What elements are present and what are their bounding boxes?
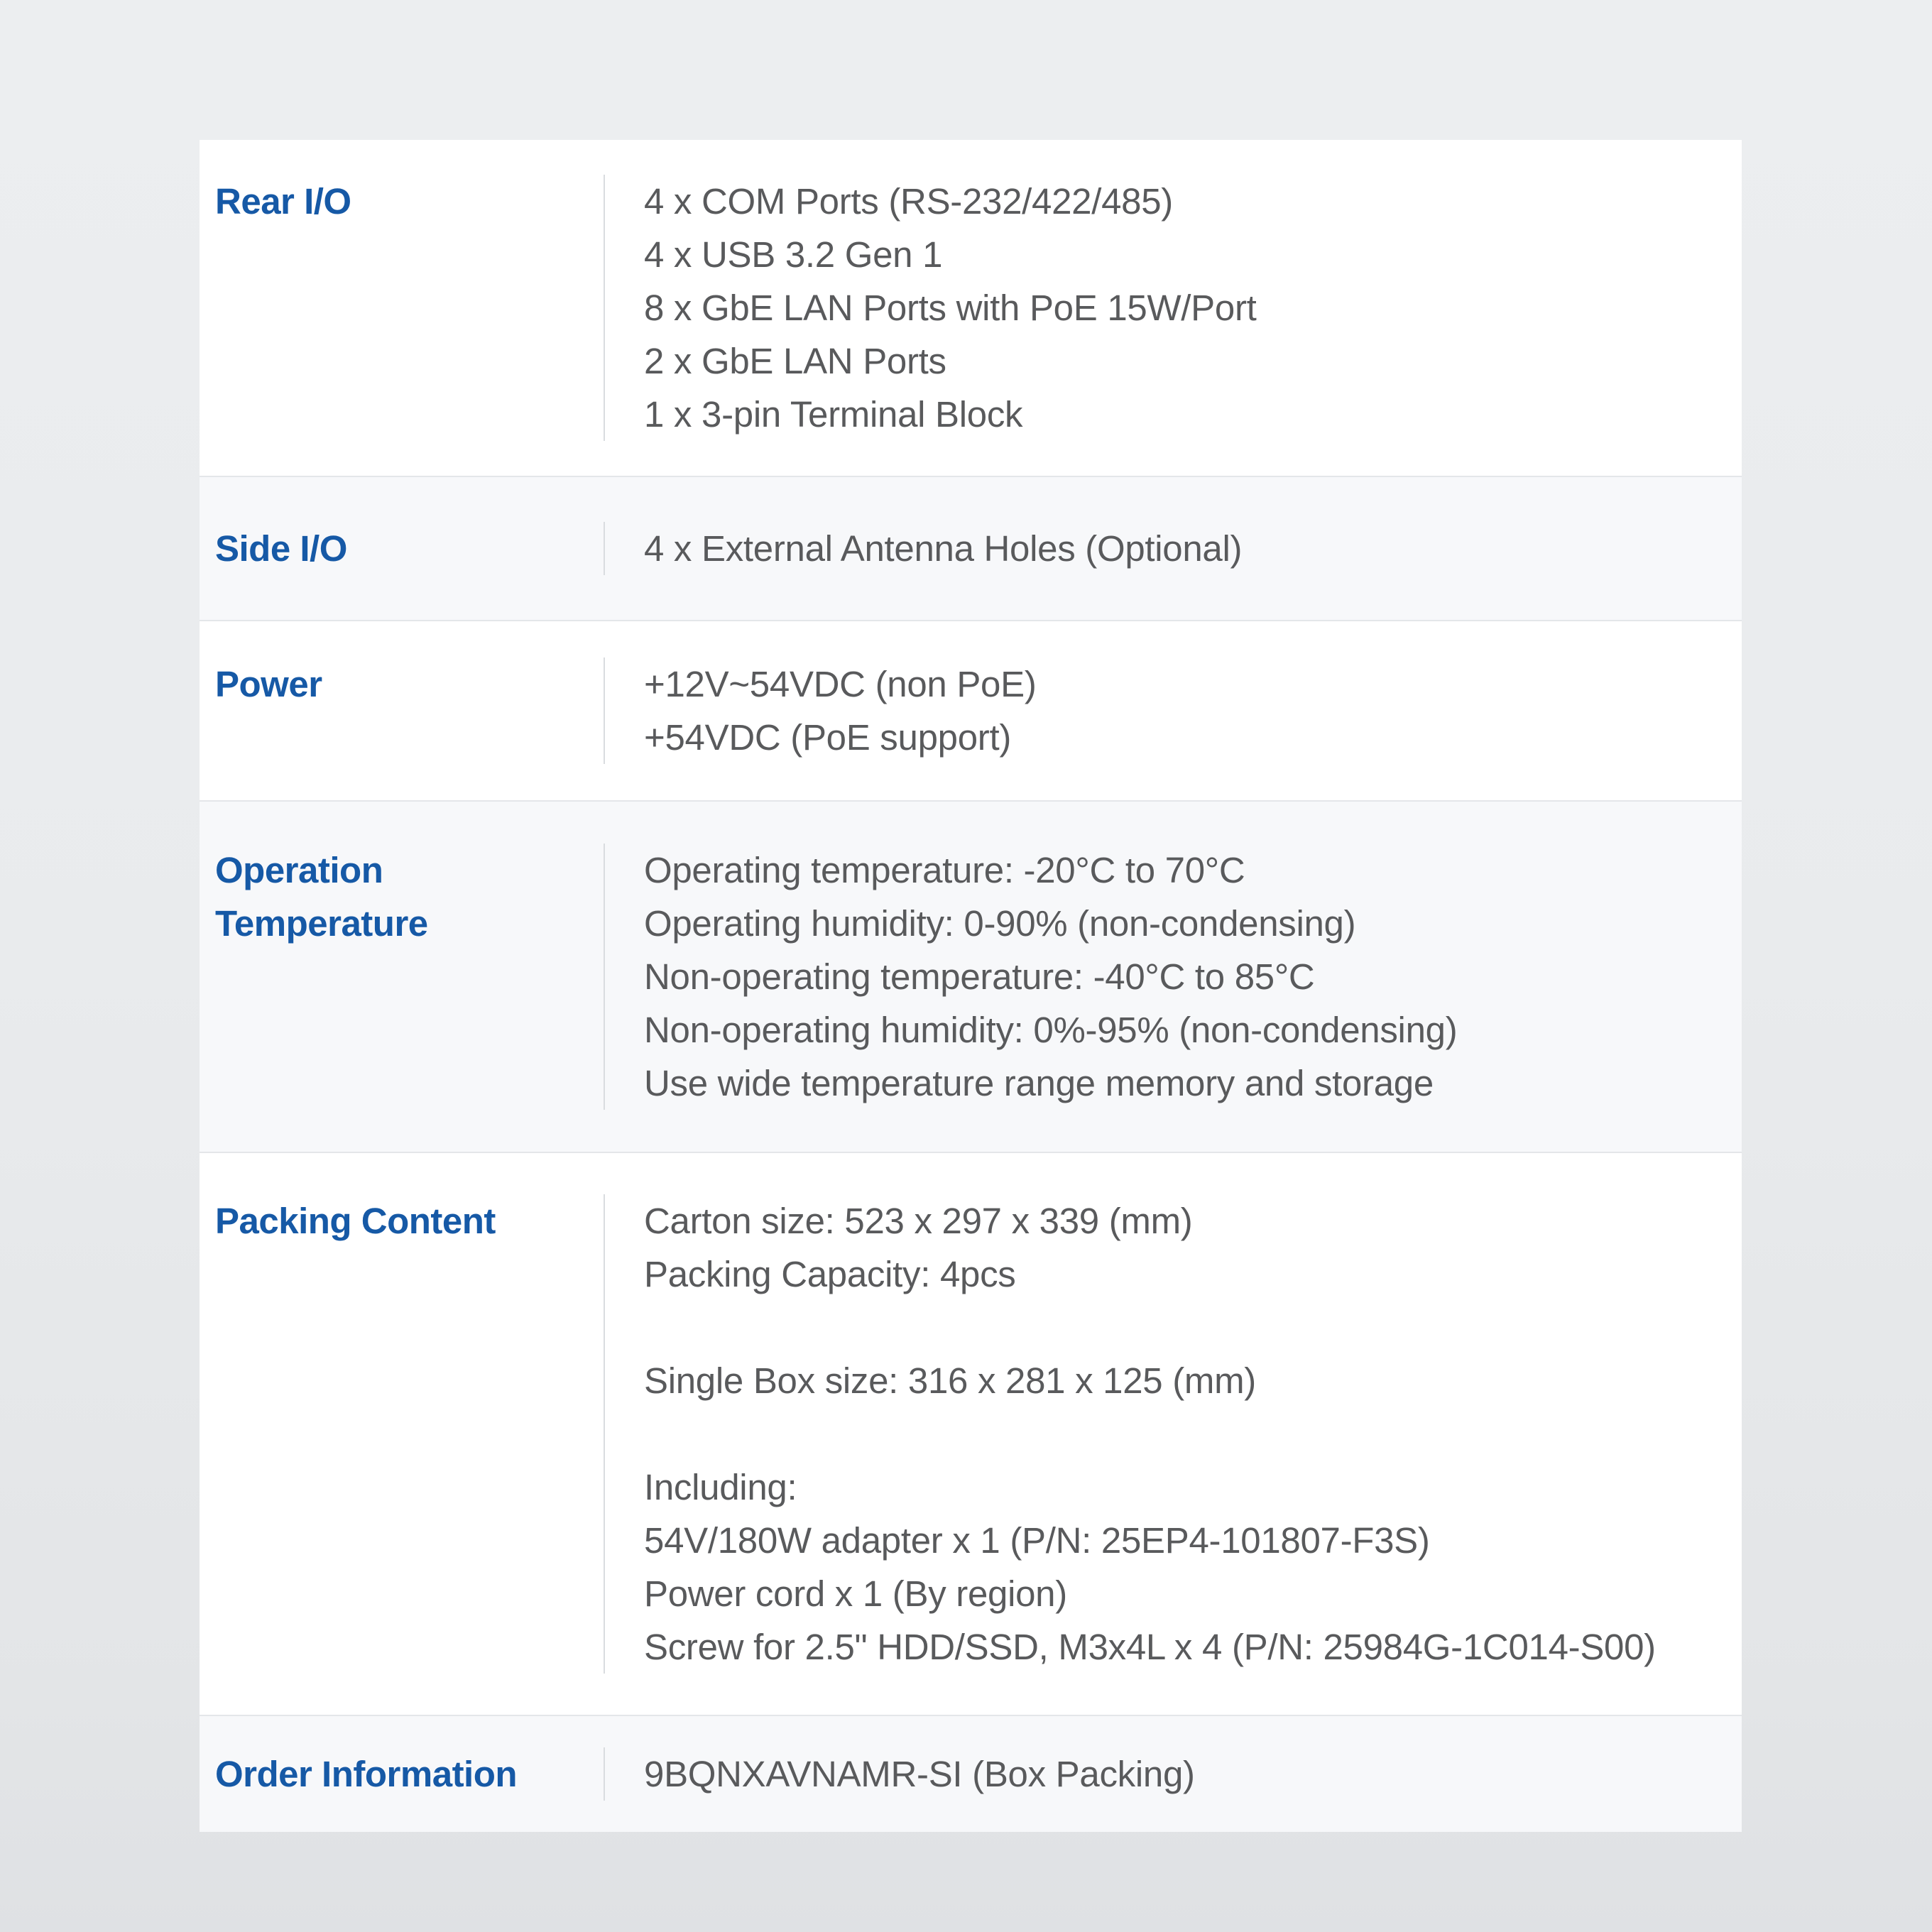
spec-value-line: 9BQNXAVNAMR-SI (Box Packing) bbox=[644, 1754, 1195, 1794]
spec-value-block bbox=[604, 175, 1699, 441]
spec-label-operation-temperature: Operation Temperature bbox=[215, 850, 428, 944]
spec-value-cell bbox=[604, 1747, 1742, 1801]
spec-label-power: Power bbox=[215, 664, 322, 704]
spec-row-side-io bbox=[200, 476, 1742, 620]
spec-row-rear-io bbox=[200, 140, 1742, 476]
spec-value-line: 1 x 3-pin Terminal Block bbox=[644, 394, 1023, 435]
spec-value-line: 4 x COM Ports (RS-232/422/485) bbox=[644, 181, 1173, 222]
spec-value-block bbox=[604, 844, 1699, 1110]
spec-value-line: +12V~54VDC (non PoE) bbox=[644, 664, 1037, 704]
spec-value-line: 4 x USB 3.2 Gen 1 bbox=[644, 234, 943, 275]
spec-value-line: Packing Capacity: 4pcs bbox=[644, 1254, 1016, 1294]
spec-value-line: Screw for 2.5" HDD/SSD, M3x4L x 4 (P/N: 25984G-1C014-S00) bbox=[644, 1627, 1656, 1667]
spec-label-cell bbox=[200, 175, 604, 441]
spec-value-line: Operating temperature: -20°C to 70°C bbox=[644, 850, 1245, 890]
spec-label-rear-io: Rear I/O bbox=[215, 181, 351, 222]
spec-value-block bbox=[604, 657, 1699, 764]
spec-row-order-information bbox=[200, 1715, 1742, 1832]
spec-label-cell bbox=[200, 522, 604, 575]
spec-value-line-blank bbox=[644, 1407, 1699, 1461]
spec-value-cell bbox=[604, 657, 1742, 764]
spec-label-cell bbox=[200, 844, 604, 1110]
spec-value-line: 2 x GbE LAN Ports bbox=[644, 341, 946, 381]
spec-value-block bbox=[604, 522, 1699, 575]
spec-row-packing-content bbox=[200, 1152, 1742, 1715]
spec-label-order-information: Order Information bbox=[215, 1754, 518, 1794]
spec-value-line-blank bbox=[644, 1301, 1699, 1354]
spec-value-block bbox=[604, 1747, 1699, 1801]
spec-value-line: +54VDC (PoE support) bbox=[644, 717, 1011, 758]
spec-value-line: Non-operating temperature: -40°C to 85°C bbox=[644, 956, 1315, 997]
spec-row-operation-temperature bbox=[200, 800, 1742, 1152]
spec-row-power bbox=[200, 620, 1742, 800]
spec-value-line: Operating humidity: 0-90% (non-condensing) bbox=[644, 903, 1356, 944]
spec-value-line: Including: bbox=[644, 1467, 797, 1507]
spec-value-line: 8 x GbE LAN Ports with PoE 15W/Port bbox=[644, 288, 1257, 328]
spec-value-cell bbox=[604, 522, 1742, 575]
spec-value-line: Single Box size: 316 x 281 x 125 (mm) bbox=[644, 1360, 1256, 1401]
spec-value-line: Use wide temperature range memory and storage bbox=[644, 1063, 1434, 1103]
spec-value-line: 54V/180W adapter x 1 (P/N: 25EP4-101807-F3S) bbox=[644, 1520, 1430, 1561]
spec-label-cell bbox=[200, 657, 604, 764]
spec-value-cell bbox=[604, 175, 1742, 441]
spec-label-cell bbox=[200, 1194, 604, 1674]
spec-value-cell bbox=[604, 1194, 1742, 1674]
spec-label-packing-content: Packing Content bbox=[215, 1201, 496, 1241]
spec-value-line: 4 x External Antenna Holes (Optional) bbox=[644, 528, 1243, 569]
spec-label-cell bbox=[200, 1747, 604, 1801]
spec-value-line: Carton size: 523 x 297 x 339 (mm) bbox=[644, 1201, 1193, 1241]
spec-value-cell bbox=[604, 844, 1742, 1110]
spec-label-side-io: Side I/O bbox=[215, 528, 347, 569]
spec-value-line: Non-operating humidity: 0%-95% (non-condensing) bbox=[644, 1010, 1458, 1050]
spec-table bbox=[200, 140, 1742, 1832]
spec-value-line: Power cord x 1 (By region) bbox=[644, 1573, 1067, 1614]
spec-value-block bbox=[604, 1194, 1699, 1674]
